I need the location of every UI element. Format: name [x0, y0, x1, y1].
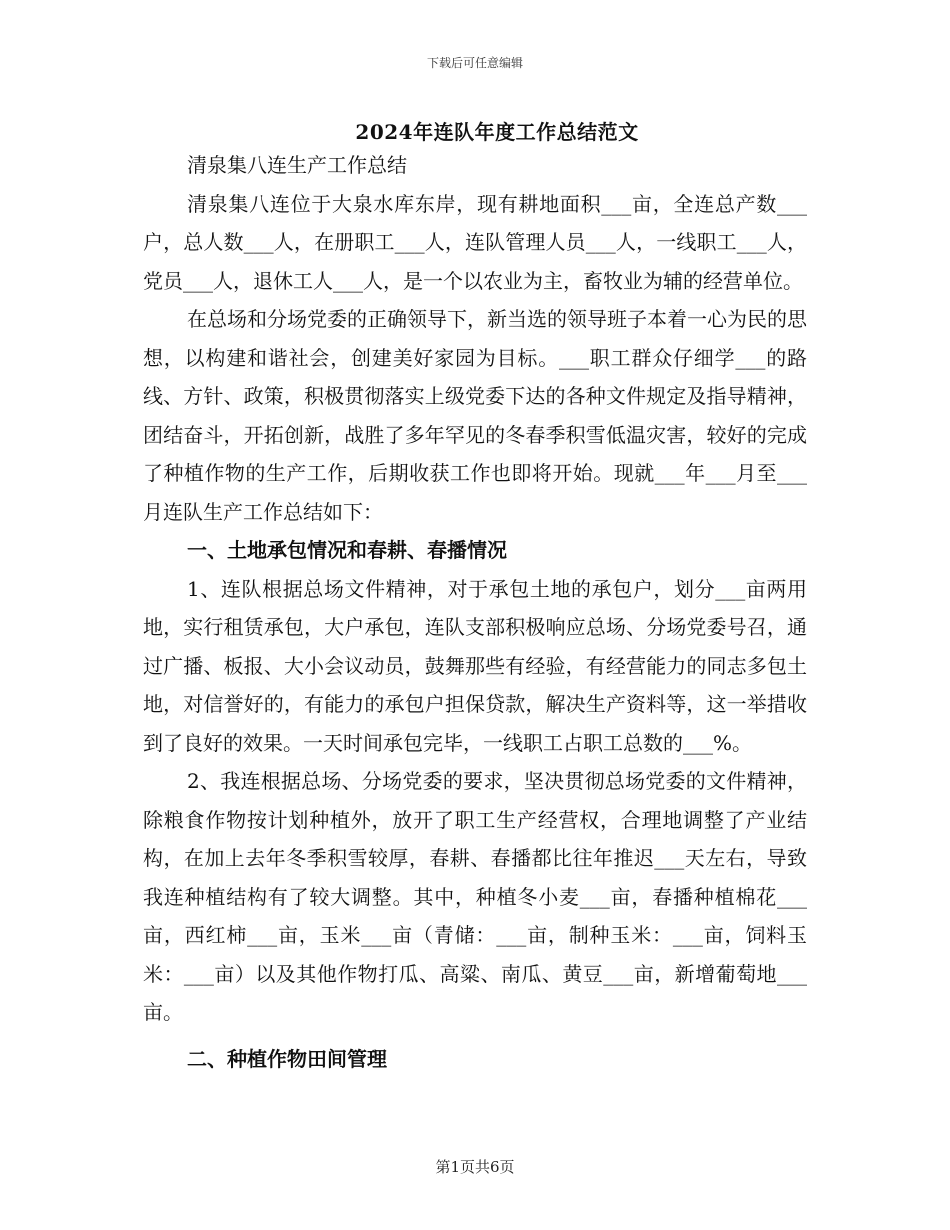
page-footer: 第1页共6页: [435, 1158, 515, 1176]
section-heading-1: 一、土地承包情况和春耕、春播情况: [187, 538, 507, 562]
paragraph-land-contract: 1、连队根据总场文件精神，对于承包土地的承包户，划分___亩两用地，实行租赁承包，大户承包，连队支部积极响应总场、分场党委号召，通过广播、板报、大小会议动员，鼓舞那些有经验，有经营能力的同志多包土地，对信誉好的，有能力的承包户担保贷款，解决生产资料等，这一举措收到了良好的效果。一天时间承包完毕，一线职工占职工总数的___%。: [143, 576, 807, 755]
subtitle: 清泉集八连生产工作总结: [187, 153, 407, 177]
section-heading-2: 二、种植作物田间管理: [187, 1046, 387, 1071]
paragraph-planting-structure: 2、我连根据总场、分场党委的要求，坚决贯彻总场党委的文件精神，除粮食作物按计划种植外，放开了职工生产经营权，合理地调整了产业结构，在加上去年冬季积雪较厚，春耕、春播都比往年推迟___天左右，导致我连种植结构有了较大调整。其中，种植冬小麦___亩，春播种植棉花___亩，西红柿___亩，玉米___亩（青储：___亩，制种玉米：___亩，饲料玉米：___亩）以及其他作物打瓜、高粱、南瓜、黄豆___亩，新增葡萄地___亩。: [143, 769, 807, 1024]
header-note: 下载后可任意编辑: [426, 56, 523, 70]
document-title: 2024年连队年度工作总结范文: [355, 120, 639, 144]
paragraph-leadership: 在总场和分场党委的正确领导下，新当选的领导班子本着一心为民的思想，以构建和谐社会，创建美好家园为目标。___职工群众仔细学___的路线、方针、政策，积极贯彻落实上级党委下达的各种文件规定及指导精神，团结奋斗，开拓创新，战胜了多年罕见的冬春季积雪低温灾害，较好的完成了种植作物的生产工作，后期收获工作也即将开始。现就___年___月至___月连队生产工作总结如下：: [143, 307, 807, 524]
paragraph-intro: 清泉集八连位于大泉水库东岸，现有耕地面积___亩，全连总产数___户，总人数___人，在册职工___人，连队管理人员___人，一线职工___人，党员___人，退休工人___人，是一个以农业为主，畜牧业为辅的经营单位。: [143, 191, 807, 293]
document-body: [143, 146, 807, 1078]
